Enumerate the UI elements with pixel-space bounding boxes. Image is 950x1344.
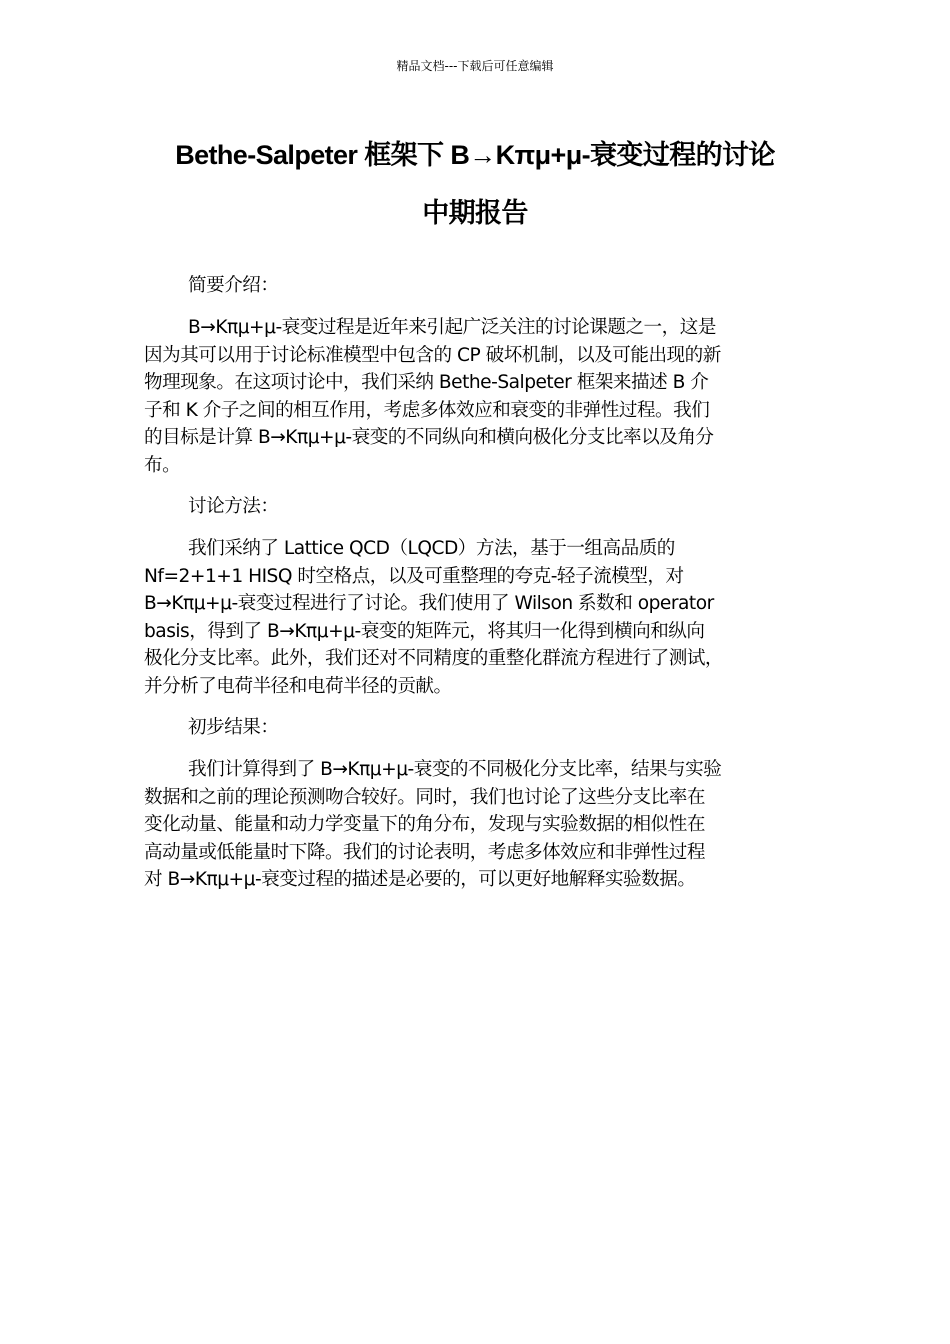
paragraph-line: basis，得到了 B→Kπμ+μ-衰变的矩阵元，将其归一化得到横向和纵向	[144, 620, 705, 642]
paragraph-line: 子和 K 介子之间的相互作用，考虑多体效应和衰变的非弹性过程。我们	[144, 399, 710, 421]
paragraph-line: 我们计算得到了 B→Kπμ+μ-衰变的不同极化分支比率，结果与实验	[188, 759, 722, 780]
paragraph-line: 对 B→Kπμ+μ-衰变过程的描述是必要的，可以更好地解释实验数据。	[144, 869, 696, 890]
document-subtitle: 中期报告	[422, 198, 528, 228]
paragraph-line: Nf=2+1+1 HISQ 时空格点，以及可重整理的夸克-轻子流模型，对	[144, 565, 684, 587]
paragraph-line: 物理现象。在这项讨论中，我们采纳 Bethe-Salpeter 框架来描述 B 介	[144, 372, 709, 393]
paragraph-line: 我们采纳了 Lattice QCD（LQCD）方法，基于一组高品质的	[188, 538, 675, 559]
section-heading-results: 初步结果：	[188, 717, 279, 738]
paragraph-line: 变化动量、能量和动力学变量下的角分布，发现与实验数据的相似性在	[144, 814, 705, 835]
section-body-results	[144, 756, 804, 894]
paragraph-line: 并分析了电荷半径和电荷半径的贡献。	[144, 675, 452, 697]
section-body-introduction	[144, 314, 804, 479]
paragraph-line: B→Kπμ+μ-衰变过程是近年来引起广泛关注的讨论课题之一，这是	[188, 317, 716, 338]
paragraph-line: 因为其可以用于讨论标准模型中包含的 CP 破坏机制，以及可能出现的新	[144, 344, 721, 366]
document-title: Bethe-Salpeter 框架下 B→Kπμ+μ-衰变过程的讨论	[175, 140, 775, 170]
paragraph-line: B→Kπμ+μ-衰变过程进行了讨论。我们使用了 Wilson 系数和 operator	[144, 593, 714, 614]
section-heading-introduction: 简要介绍：	[188, 275, 279, 296]
paragraph-line: 的目标是计算 B→Kπμ+μ-衰变的不同纵向和横向极化分支比率以及角分	[144, 427, 714, 448]
section-heading-method: 讨论方法：	[188, 496, 279, 517]
section-body-method	[144, 535, 804, 700]
paragraph-line: 布。	[144, 454, 181, 476]
paragraph-line: 数据和之前的理论预测吻合较好。同时，我们也讨论了这些分支比率在	[144, 786, 705, 808]
paragraph-line: 高动量或低能量时下降。我们的讨论表明，考虑多体效应和非弹性过程	[144, 841, 705, 863]
paragraph-line: 极化分支比率。此外，我们还对不同精度的重整化群流方程进行了测试，	[144, 648, 724, 669]
header-note: 精品文档---下载后可任意编辑	[396, 59, 554, 73]
